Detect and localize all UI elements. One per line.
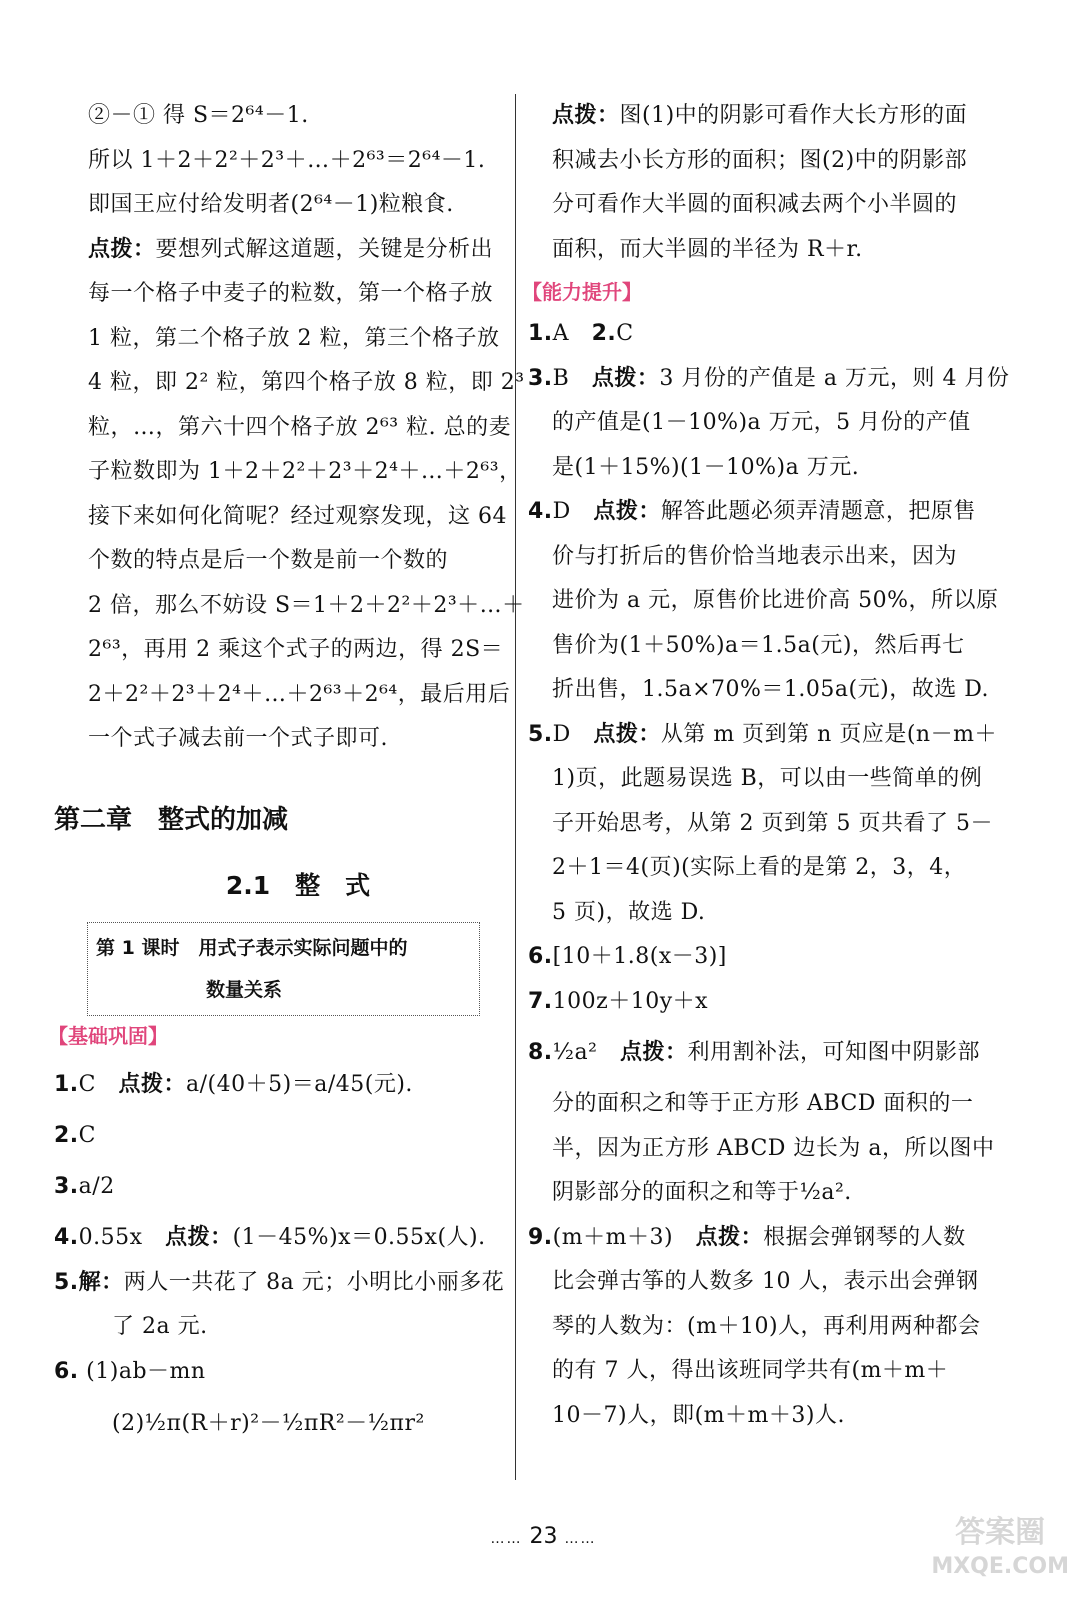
tip-text: 分可看作大半圆的面积减去两个小半圆的 (552, 192, 958, 217)
tip-text: 2＋2²＋2³＋2⁴＋…＋2⁶³＋2⁶⁴，最后用后 (88, 681, 511, 707)
answer-value: B (552, 365, 592, 391)
intro-block (88, 94, 508, 228)
answer-number: 3. (54, 1174, 79, 1199)
answer-number: 5. (54, 1269, 79, 1295)
tip-text: 要想列式解这道题，关键是分析出 (155, 236, 494, 262)
answer-value: 0.55x (78, 1225, 166, 1250)
answer-number: 2. (54, 1122, 79, 1148)
answer-continuation: 进价为 a 元，原售价比进价高 50%，所以原 (552, 588, 999, 613)
answer-text: 利用割补法，可知图中阴影部 (687, 1040, 980, 1065)
improve-section-label: 【能力提升】 (522, 280, 642, 304)
answer-line (528, 713, 997, 758)
answer-4 (54, 1216, 508, 1261)
page-dots: …… (564, 1531, 597, 1547)
answer-continuation: 琴的人数为：(m＋10)人，再利用两种都会 (552, 1313, 981, 1339)
answer-2 (54, 1114, 508, 1159)
answer-continuation: 的产值是(1－10%)a 万元，5 月份的产值 (552, 410, 971, 435)
answer-line (528, 980, 988, 1025)
answer-continuation: 比会弹古筝的人数多 10 人，表示出会弹钢 (552, 1269, 979, 1294)
answer-number: 5. (528, 721, 553, 747)
answer-continuation: 子开始思考，从第 2 页到第 5 页共看了 5－ (552, 810, 993, 836)
answer-number: 7. (528, 988, 553, 1014)
tip-line (88, 450, 522, 495)
intro-line: 所以 1＋2＋2²＋2³＋…＋2⁶³＝2⁶⁴－1. (88, 147, 486, 173)
tip-line (88, 717, 508, 762)
tip-label: 点拨： (591, 365, 660, 391)
answer-value: C (78, 1122, 97, 1148)
lesson-title-line1: 第 1 课时 用式子表示实际问题中的 (96, 936, 408, 959)
page-number (0, 1524, 1087, 1549)
answer-value: C (616, 321, 634, 346)
tip-block (88, 228, 525, 762)
answer-value: C (78, 1071, 119, 1097)
tip-line (88, 272, 508, 317)
tip-text: 个数的特点是后一个数是前一个数的 (88, 548, 449, 573)
tip-text: 一个式子减去前一个式子即可. (88, 726, 388, 751)
answer-line (528, 357, 1010, 402)
tip-text: 积减去小长方形的面积；图(2)中的阴影部 (552, 147, 968, 173)
answer-continuation: 售价为(1＋50%)a＝1.5a(元)，然后再七 (552, 632, 965, 658)
page-dots: …… (490, 1531, 523, 1547)
answer-continuation: 10－7)人，即(m＋m＋3)人. (552, 1402, 845, 1428)
lesson-box (87, 922, 480, 1016)
intro-line: 即国王应付给发明者(2⁶⁴－1)粒粮食. (88, 192, 454, 217)
answer-continuation: 折出售，1.5a×70%＝1.05a(元)，故选 D. (552, 677, 990, 702)
answer-value: A (552, 321, 592, 346)
answer-value: [10＋1.8(x－3)] (552, 944, 727, 969)
tip-label: 点拨： (88, 236, 156, 262)
watermark-line1: 答案圈 (955, 1515, 1046, 1550)
tip-label: 点拨： (593, 499, 661, 524)
tip-text: 1 粒，第二个格子放 2 粒，第三个格子放 (88, 325, 500, 351)
answer-text: 两人一共花了 8a 元；小明比小丽多花 (123, 1269, 505, 1295)
lesson-title-line2: 数量关系 (206, 978, 283, 1001)
answer-number: 8. (528, 1040, 553, 1065)
answer-continuation: 是(1＋15%)(1－10%)a 万元. (552, 454, 860, 480)
tip-line (88, 584, 525, 629)
tip-text: 2⁶³，再用 2 乘这个式子的两边，得 2S＝ (88, 637, 504, 662)
answer-value: (m＋m＋3) (552, 1224, 696, 1250)
tip-label: 点拨： (165, 1225, 233, 1250)
basic-section-label: 【基础巩固】 (48, 1023, 168, 1048)
answer-continuation: 分的面积之和等于正方形 ABCD 面积的一 (552, 1091, 974, 1116)
answer-continuation: 阴影部分的面积之和等于½a². (552, 1180, 852, 1205)
tip-label: 点拨： (552, 103, 620, 128)
answer-number: 1. (54, 1071, 79, 1097)
answers-list (528, 312, 1010, 1438)
tip-label: 解： (78, 1269, 124, 1295)
answer-6-part1: (1)ab－mn (86, 1358, 206, 1384)
tip-text: 粒，…，第六十四个格子放 2⁶³ 粒. 总的麦 (88, 414, 512, 440)
right-column (522, 94, 1010, 1438)
answer-continuation: 2＋1＝4(页)(实际上看的是第 2，3，4， (552, 855, 967, 880)
answer-number: 6. (54, 1358, 79, 1384)
answer-value: 100z＋10y＋x (552, 988, 709, 1014)
tip-text: 2 倍，那么不妨设 S＝1＋2＋2²＋2³＋…＋ (88, 592, 525, 618)
answer-number: 4. (54, 1225, 79, 1250)
tip-block (528, 94, 988, 272)
answer-text: 从第 m 页到第 n 页应是(n－m＋ (660, 721, 997, 747)
answer-6 (54, 1350, 508, 1395)
answer-line (528, 490, 988, 535)
tip-line (528, 139, 988, 184)
tip-label: 点拨： (118, 1071, 187, 1097)
answer-text: 3 月份的产值是 a 万元，则 4 月份 (659, 365, 1010, 391)
watermark-logo (931, 1516, 1069, 1584)
tip-text: 4 粒，即 2² 粒，第四个格子放 8 粒，即 2³ (88, 370, 525, 395)
tip-text: 接下来如何化简呢？经过观察发现，这 64 (88, 503, 507, 529)
answer-5-continuation: 了 2a 元. (112, 1314, 208, 1339)
tip-line (88, 539, 508, 584)
answer-continuation: 价与打折后的售价恰当地表示出来，因为 (552, 543, 958, 569)
tip-line (88, 317, 508, 362)
left-column (48, 94, 525, 1447)
answer-line (528, 312, 988, 357)
column-divider (515, 94, 516, 1480)
answer-number: 9. (528, 1224, 553, 1250)
answers-list (54, 1056, 508, 1306)
answer-value: ½a² (552, 1040, 620, 1065)
tip-text: 子粒数即为 1＋2＋2²＋2³＋2⁴＋…＋2⁶³， (88, 459, 522, 484)
answer-value: D (552, 499, 594, 524)
answer-value: D (552, 721, 594, 747)
answer-continuation: 的有 7 人，得出该班同学共有(m＋m＋ (552, 1358, 949, 1383)
tip-line (528, 228, 988, 273)
answer-3 (54, 1158, 508, 1216)
tip-first-line (88, 228, 508, 273)
answer-number: 1. (528, 321, 553, 346)
answer-6-part2: (2)½π(R＋r)²－½πR²－½πr² (112, 1411, 425, 1436)
answer-text: 根据会弹钢琴的人数 (763, 1224, 966, 1250)
tip-line (88, 673, 511, 718)
chapter-title: 第二章 整式的加减 (54, 804, 289, 835)
answer-5 (54, 1261, 508, 1306)
tip-line (88, 628, 508, 673)
answer-line (528, 935, 988, 980)
answer-value: a/2 (78, 1174, 115, 1199)
section-title: 2.1 整 式 (225, 870, 371, 900)
tip-text: 每一个格子中麦子的粒数，第一个格子放 (88, 281, 494, 306)
answer-text: a/(40＋5)＝a/45(元). (186, 1071, 413, 1097)
answer-text: (1－45%)x＝0.55x(人). (232, 1225, 486, 1250)
answer-number: 4. (528, 499, 553, 524)
tip-label: 点拨： (619, 1040, 688, 1065)
answer-continuation: 半，因为正方形 ABCD 边长为 a，所以图中 (552, 1135, 995, 1161)
answer-text: 解答此题必须弄清题意，把原售 (660, 499, 976, 524)
answer-line (528, 1216, 988, 1261)
answer-number: 6. (528, 944, 553, 969)
intro-line: ②－① 得 S＝2⁶⁴－1. (88, 103, 309, 128)
answer-continuation: 5 页)，故选 D. (552, 899, 706, 925)
watermark-line2: MXQE.COM (931, 1554, 1069, 1579)
page-number-value: 23 (529, 1524, 558, 1549)
tip-first-line (528, 94, 988, 139)
tip-line (88, 361, 525, 406)
tip-line (88, 495, 508, 540)
answer-continuation: 1)页，此题易误选 B，可以由一些简单的例 (552, 766, 983, 791)
answer-number: 3. (528, 365, 553, 391)
tip-text: 面积，而大半圆的半径为 R＋r. (552, 236, 863, 262)
tip-line (528, 183, 988, 228)
answer-line (528, 1024, 988, 1082)
answer-1 (54, 1056, 508, 1114)
tip-text: 图(1)中的阴影可看作大长方形的面 (619, 103, 968, 128)
tip-label: 点拨： (695, 1224, 764, 1250)
tip-label: 点拨： (593, 721, 661, 747)
answer-number: 2. (591, 321, 617, 346)
tip-line (88, 406, 512, 451)
